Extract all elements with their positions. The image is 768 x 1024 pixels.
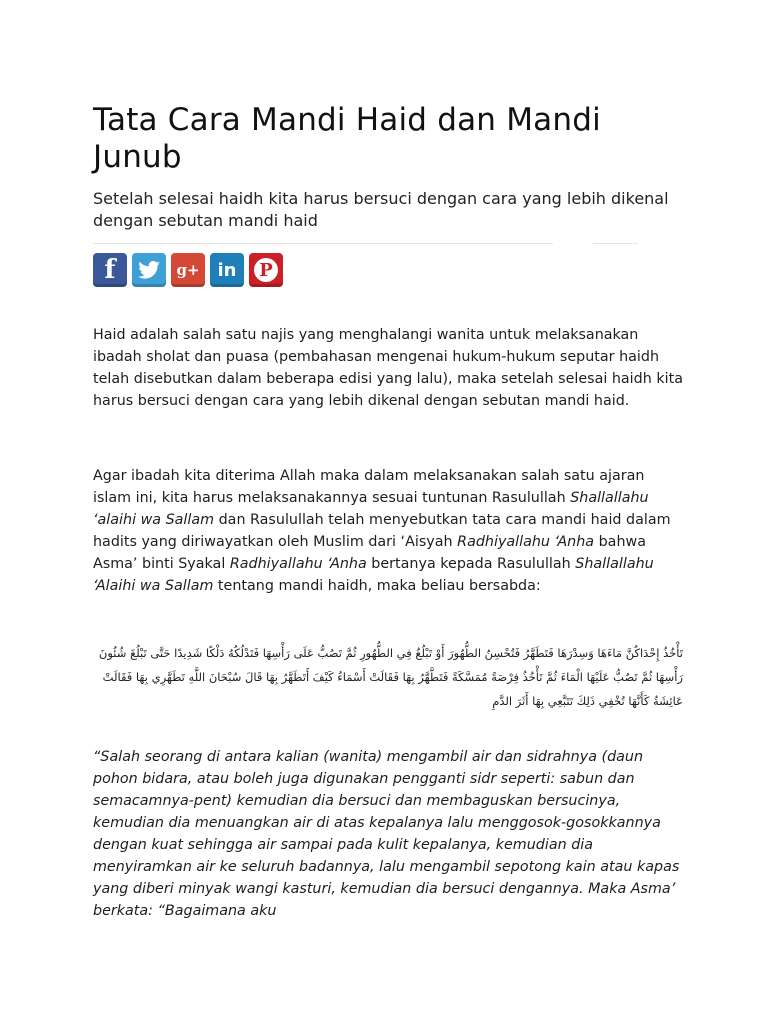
- pinterest-icon: [254, 258, 278, 282]
- paragraph-hadith-intro: [93, 465, 683, 597]
- twitter-share-button[interactable]: [132, 253, 166, 287]
- pinterest-share-button[interactable]: [249, 253, 283, 287]
- share-bar: [93, 253, 283, 289]
- honorific: Shallallahu ‘alaihi wa Sallam: [93, 490, 649, 528]
- pinterest-letter: P: [259, 259, 273, 281]
- article-subtitle: Setelah selesai haidh kita harus bersuci dengan cara yang lebih dikenal dengan sebutan mandi haid: [93, 189, 669, 230]
- google-plus-share-button[interactable]: [171, 253, 205, 287]
- hadith-translation: “Salah seorang di antara kalian (wanita) mengambil air dan sidrahnya (daun pohon bidara, atau boleh juga digunakan pengganti sidr seperti: sabun dan semacamnya-pent) kemudian dia bersuci dan membaguskan bersucinya, kemudian dia menuangkan air di atas kepalanya lalu menggosok-gosokkannya dengan kuat sehingga air sampai pada kulit kepalanya, kemudian dia menyiramkan air ke seluruh badannya, lalu mengambil sepotong kain atau kapas yang diberi minyak wangi kasturi, kemudian dia bersuci dengannya. Maka Asma’ berkata: “Bagaimana aku: [93, 749, 680, 919]
- text-span: dan Rasulullah telah menyebutkan tata cara mandi haid dalam hadits yang diriwayatkan oleh Muslim dari ‘Aisyah: [93, 512, 671, 550]
- google-plus-icon: g+: [176, 261, 200, 279]
- twitter-icon: [138, 261, 160, 279]
- text-span: bertanya kepada Rasulullah: [366, 556, 576, 572]
- facebook-icon: f: [104, 255, 116, 285]
- text-span: Agar ibadah kita diterima Allah maka dalam melaksanakan salah satu ajaran islam ini, kita harus melaksanakannya sesuai tuntunan Rasulullah: [93, 468, 645, 506]
- text-span: tentang mandi haidh, maka beliau bersabda:: [213, 578, 541, 594]
- honorific: Shallallahu ‘Alaihi wa Sallam: [93, 556, 654, 594]
- text-span: bahwa Asma’ binti Syakal: [93, 534, 646, 572]
- honorific: Radhiyallahu ‘Anha: [457, 534, 595, 550]
- linkedin-icon: in: [217, 259, 237, 281]
- divider: [593, 243, 638, 244]
- article-title: Tata Cara Mandi Haid dan Mandi Junub: [93, 102, 601, 175]
- divider: [93, 243, 553, 244]
- paragraph-intro: Haid adalah salah satu najis yang menghalangi wanita untuk melaksanakan ibadah sholat dan puasa (pembahasan mengenai hukum-hukum seputar haidh telah disebutkan dalam beberapa edisi yang lalu), maka setelah selesai haidh kita harus bersuci dengan cara yang lebih dikenal dengan sebutan mandi haid.: [93, 327, 683, 409]
- facebook-share-button[interactable]: [93, 253, 127, 287]
- linkedin-share-button[interactable]: [210, 253, 244, 287]
- arabic-hadith: تَأْخُذُ إِحْدَاكُنَّ مَاءَهَا وَسِدْرَهَا فَتَطَهَّرُ فَتُحْسِنُ الطُّهُورَ أَوْ تَبْلُغُ فِي الطُّهُورِ ثُمَّ تَصُبُّ عَلَى رَأْسِهَا فَتَدْلُكُهُ دَلْكًا شَدِيدًا حَتَّى تَبْلُغَ شُئُونَ رَأْسِهَا ثُمَّ تَصُبُّ عَلَيْهَا الْمَاءَ ثُمَّ تَأْخُذُ فِرْصَةً مُمَسَّكَةً فَتَطَّهَّرُ بِهَا فَقَالَتْ أَسْمَاءُ كَيْفَ أَتَطَهَّرُ بِهَا قَالَ سُبْحَانَ اللَّهِ تَطَهَّرِي بِهَا فَقَالَتْ عَائِشَةُ كَأَنَّهَا تُخْفِي ذَلِكَ تَتَبَّعِي بِهَا أَثَرَ الدَّمِ: [98, 646, 683, 708]
- honorific: Radhiyallahu ‘Anha: [229, 556, 367, 572]
